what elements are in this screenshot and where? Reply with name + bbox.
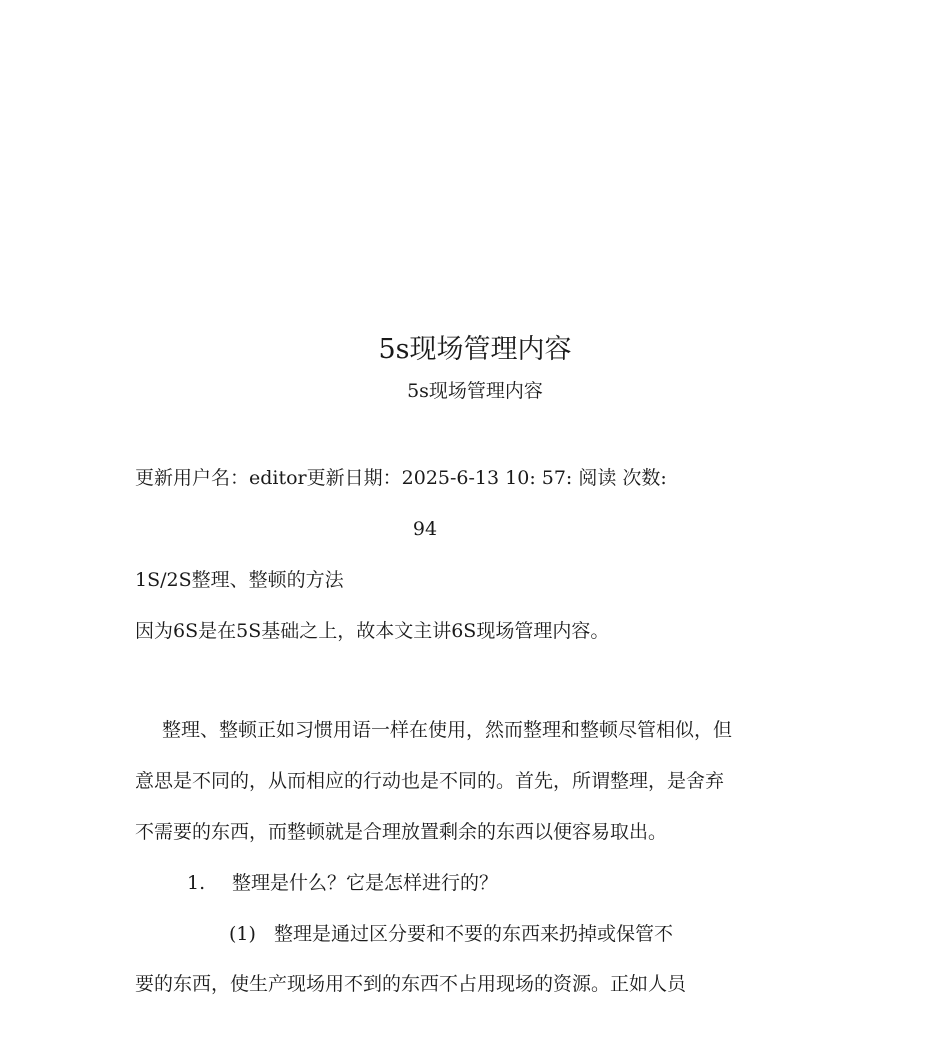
sub-list-item (229, 920, 673, 948)
paragraph-line: 整理、整顿正如习惯用语一样在使用，然而整理和整顿尽管相似，但 (162, 719, 733, 741)
document-subtitle: 5s现场管理内容 (407, 380, 543, 402)
list-item-number: 1. (187, 872, 206, 894)
list-item-text: 整理是什么？它是怎样进行的？ (232, 872, 499, 894)
continuation-line: 要的东西，使生产现场用不到的东西不占用现场的资源。正如人员 (135, 973, 687, 995)
read-count: 94 (412, 518, 438, 540)
meta-info-line: 更新用户名：editor更新日期：2025-6-13 10: 57: 阅读 次数: (135, 467, 667, 489)
intro-text: 因为6S是在5S基础之上，故本文主讲6S现场管理内容。 (135, 620, 610, 642)
paragraph-line: 意思是不同的，从而相应的行动也是不同的。首先，所谓整理，是舍弃 (135, 770, 725, 792)
sub-list-item-text: 整理是通过区分要和不要的东西来扔掉或保管不 (274, 923, 674, 945)
section-heading: 1S/2S整理、整顿的方法 (135, 569, 344, 591)
sub-list-item-number: (1) (229, 923, 256, 945)
document-title: 5s现场管理内容 (378, 334, 572, 365)
paragraph-line: 不需要的东西，而整顿就是合理放置剩余的东西以便容易取出。 (135, 821, 668, 843)
list-item (187, 869, 498, 897)
